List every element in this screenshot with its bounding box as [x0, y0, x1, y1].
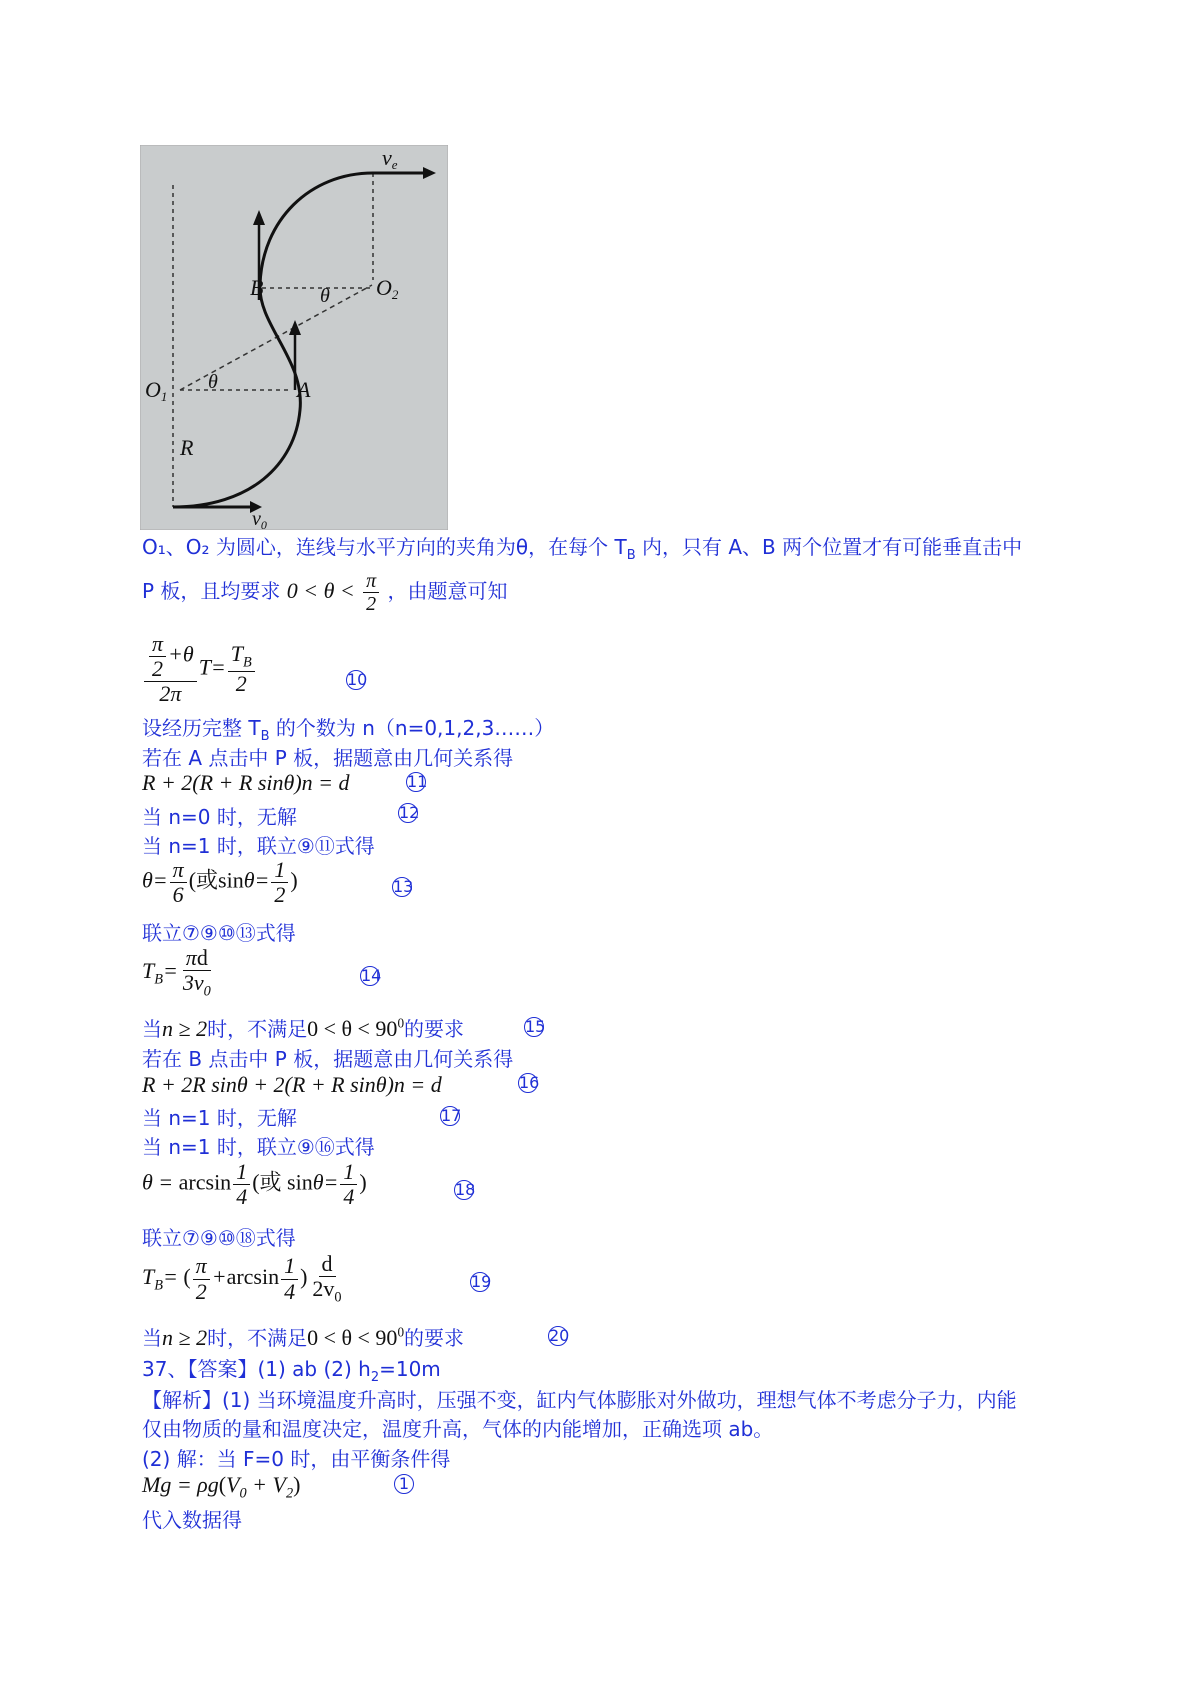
text-line-8: 当n ≥ 2时，不满足$0 < \theta < 90^0$的要求: [142, 1015, 465, 1041]
marker-18: 18: [455, 1180, 476, 1199]
label-r: R: [180, 435, 194, 460]
marker-14: 14: [361, 966, 382, 985]
text-line-2: P 板，且均要求 0 < θ < $\frac{\pi}{2}$ ，由题意可知: [142, 570, 508, 615]
marker-15: 15: [525, 1017, 546, 1036]
label-theta-2: θ: [320, 285, 330, 307]
label-ve: ve: [382, 145, 398, 172]
text-line-13: 当n ≥ 2时，不满足$0 < \theta < 90^0$的要求: [142, 1324, 465, 1350]
label-v0: $v_0$: [252, 508, 267, 530]
text-line-17: (2) 解：当 F=0 时，由平衡条件得: [142, 1447, 451, 1471]
marker-16: 16: [519, 1073, 540, 1092]
marker-a1: 1: [394, 1474, 414, 1494]
text-line-9: 若在 B 点击中 P 板，据题意由几何关系得: [142, 1047, 514, 1071]
equation-11: R + 2(R + R sinθ)n = d: [142, 770, 350, 795]
text-line-15: 【解析】(1) 当环境温度升高时，压强不变，缸内气体膨胀对外做功，理想气体不考虑分子力，内能: [142, 1388, 1017, 1412]
text-line-10: 当 n=1 时，无解: [142, 1106, 297, 1130]
marker-10: 10: [347, 670, 368, 689]
label-o2: O2: [376, 275, 399, 302]
text-line-16: 仅由物质的量和温度决定，温度升高，气体的内能增加，正确选项 ab。: [142, 1417, 774, 1441]
marker-12: 12: [399, 803, 420, 822]
text-line-1: O₁、O₂ 为圆心，连线与水平方向的夹角为θ，在每个 $T_B$ 内，只有 A、B 两个位置才有可能垂直击中: [142, 535, 1023, 563]
label-b: B: [250, 275, 264, 300]
equation-18: θ = arcsin $\frac{1}{4}$ (或 sinθ= $\frac{1}{4}$ ): [142, 1159, 367, 1210]
marker-20: 20: [549, 1326, 570, 1345]
label-o1: O1: [145, 377, 168, 404]
text-line-12: 联立⑦⑨⑩⑱式得: [142, 1226, 296, 1250]
text-line-3: 设经历完整 $T_B$ 的个数为 n（n=0,1,2,3……）: [142, 716, 555, 744]
equation-19: $T_B=$ ( $\frac{\pi}{2}$ +arcsin $\frac{1}{4}$ ) $\frac{d}{2v_0}$: [142, 1251, 342, 1306]
equation-13: θ= $\frac{\pi}{6}$ (或sinθ= $\frac{1}{2}$ ): [142, 857, 298, 908]
equation-a1: $Mg = \rho g(V_0 + V_2)$: [142, 1472, 301, 1502]
marker-17: 17: [441, 1106, 462, 1125]
label-theta-1: θ: [208, 371, 218, 393]
marker-11: 11: [407, 772, 428, 791]
text-line-6: 当 n=1 时，联立⑨⑪式得: [142, 834, 375, 858]
equation-16: R + 2R sinθ + 2(R + R sinθ)n = d: [142, 1072, 442, 1097]
text-line-4: 若在 A 点击中 P 板，据题意由几何关系得: [142, 746, 514, 770]
text-line-11: 当 n=1 时，联立⑨⑯式得: [142, 1135, 375, 1159]
text-line-7: 联立⑦⑨⑩⑬式得: [142, 921, 296, 945]
trajectory-figure: [140, 145, 448, 530]
marker-19: 19: [471, 1272, 492, 1291]
text-line-18: 代入数据得: [142, 1508, 242, 1532]
text-line-14: 37、【答案】(1) ab (2) $h_2=10m$: [142, 1357, 441, 1385]
equation-14: $T_B=$ $\frac{\pi d}{3v_0}$: [142, 945, 211, 1000]
equation-10: $\frac{\pi}{2}$ +θ 2π T= $\frac{T_B}{2}$: [142, 632, 257, 707]
text-line-5: 当 n=0 时，无解: [142, 805, 297, 829]
label-a: A: [297, 377, 311, 402]
marker-13: 13: [393, 877, 414, 896]
